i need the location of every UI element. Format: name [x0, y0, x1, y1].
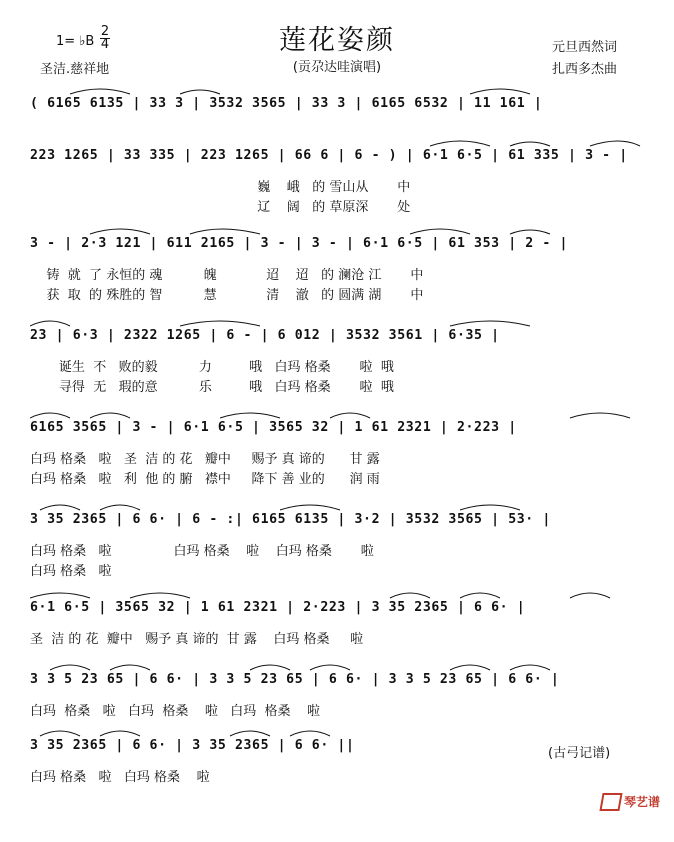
lyric-verse-1: 诞生 不 败的毅 力 哦 白玛 格桑 啦 哦 [30, 360, 394, 375]
notation-line: 6·1 6·5 | 3565 32 | 1 61 2321 | 2·223 | 3 35 2365 | 6 6· | [30, 600, 526, 615]
slur-marks [30, 82, 644, 96]
lyric-verse-1: 白玛 格桑 啦 白玛 格桑 啦 白玛 格桑 啦 [30, 704, 321, 719]
lyric-verse-1: 巍 峨 的 雪山从 中 [30, 180, 411, 195]
lyric-verse-2: 白玛 格桑 啦 [30, 564, 112, 579]
lyric-verse-2: 白玛 格桑 啦 利 他 的 腑 襟中 降下 善 业的 润 雨 [30, 472, 380, 487]
lyric-verse-2: 获 取 的 殊胜的 智 慧 清 澈 的 圆满 湖 中 [30, 288, 424, 303]
notation-line: 6165 3565 | 3 - | 6·1 6·5 | 3565 32 | 1 61 2321 | 2·223 | [30, 420, 517, 435]
key-signature: 1= ♭B [56, 34, 95, 49]
performer-note: (贡尕达哇演唱) [292, 60, 382, 75]
time-signature: 2 4 [100, 24, 110, 52]
song-title: 莲花姿颜 [279, 25, 395, 56]
logo-icon [599, 793, 622, 811]
lyric-verse-1: 白玛 格桑 啦 白玛 格桑 啦 白玛 格桑 啦 [30, 544, 374, 559]
slur-marks [30, 724, 644, 738]
notation-line: 3 35 2365 | 6 6· | 6 - :| 6165 6135 | 3·2 | 3532 3565 | 53· | [30, 512, 551, 527]
lyric-verse-1: 白玛 格桑 啦 白玛 格桑 啦 [30, 770, 210, 785]
lyric-verse-2: 辽 阔 的 草原深 处 [30, 200, 411, 215]
slur-marks [30, 658, 644, 672]
transcriber-credit: (古弓记谱) [548, 746, 611, 761]
slur-marks [30, 134, 644, 148]
notation-line: 23 | 6·3 | 2322 1265 | 6 - | 6 012 | 3532 3561 | 6·35 | [30, 328, 500, 343]
notation-line: ( 6165 6135 | 33 3 | 3532 3565 | 33 3 | 6165 6532 | 11 161 | [30, 96, 543, 111]
slur-marks [30, 498, 644, 512]
notation-line: 3 3 5 23 65 | 6 6· | 3 3 5 23 65 | 6 6· | 3 3 5 23 65 | 6 6· | [30, 672, 560, 687]
expression-marking: 圣洁.慈祥地 [40, 62, 110, 77]
notation-line: 223 1265 | 33 335 | 223 1265 | 66 6 | 6 - ) | 6·1 6·5 | 61 335 | 3 - | [30, 148, 628, 163]
site-logo: 琴艺谱 [601, 793, 660, 812]
slur-marks [30, 586, 644, 600]
lyric-verse-1: 圣 洁 的 花 瓣中 赐予 真 谛的 甘 露 白玛 格桑 啦 [30, 632, 364, 647]
notation-line: 3 35 2365 | 6 6· | 3 35 2365 | 6 6· || [30, 738, 355, 753]
notation-line: 3 - | 2·3 121 | 611 2165 | 3 - | 3 - | 6·1 6·5 | 61 353 | 2 - | [30, 236, 568, 251]
lyric-verse-2: 寻得 无 瑕的意 乐 哦 白玛 格桑 啦 哦 [30, 380, 394, 395]
slur-marks [30, 406, 644, 420]
lyricist-credit: 元旦西然词 [552, 40, 618, 55]
composer-credit: 扎西多杰曲 [552, 62, 618, 77]
slur-marks [30, 314, 644, 328]
slur-marks [30, 222, 644, 236]
lyric-verse-1: 铸 就 了 永恒的 魂 魄 迢 迢 的 澜沧 江 中 [30, 268, 424, 283]
lyric-verse-1: 白玛 格桑 啦 圣 洁 的 花 瓣中 赐予 真 谛的 甘 露 [30, 452, 380, 467]
